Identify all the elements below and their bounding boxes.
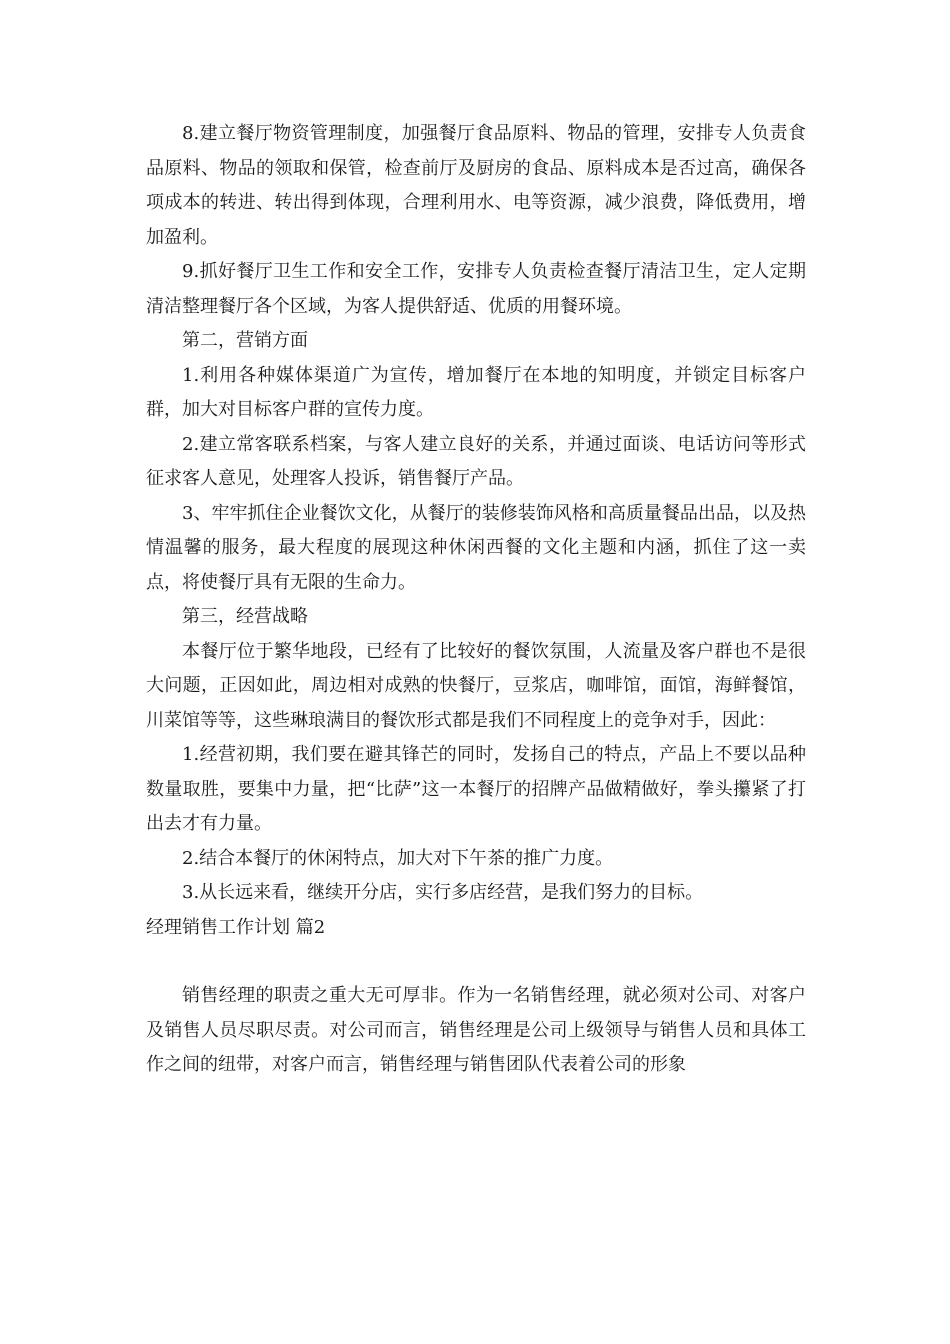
- document-page: [146, 117, 806, 1083]
- subheading-business-strategy: 第三，经营战略: [182, 606, 308, 627]
- paragraph-customer-archive: 2.建立常客联系档案，与客人建立良好的关系，并通过面谈、电话访问等形式征求客人意见，处理客人投诉，销售餐厅产品。: [146, 433, 806, 489]
- section-heading: 经理销售工作计划 篇2: [146, 916, 326, 938]
- paragraph-supplies-management: 8.建立餐厅物资管理制度，加强餐厅食品原料、物品的管理，安排专人负责食品原料、物品的领取和保管，检查前厅及厨房的食品、原料成本是否过高，确保各项成本的转进、转出得到体现，合理利用水、电等资源，减少浪费，降低费用，增加盈利。: [146, 123, 806, 248]
- paragraph-location-competition: 本餐厅位于繁华地段，已经有了比较好的餐饮氛围，人流量及客户群也不是很大问题，正因如此，周边相对成熟的快餐厅，豆浆店，咖啡馆，面馆，海鲜餐馆，川菜馆等等，这些琳琅满目的餐饮形式都是我们不同程度上的竞争对手，因此：: [146, 640, 806, 731]
- paragraph-early-stage: 1.经营初期，我们要在避其锋芒的同时，发扬自己的特点，产品上不要以品种数量取胜，要集中力量，把“比萨”这一本餐厅的招牌产品做精做好，拳头攥紧了打出去才有力量。: [146, 744, 806, 834]
- paragraph-media-promotion: 1.利用各种媒体渠道广为宣传，增加餐厅在本地的知明度，并锁定目标客户群，加大对目标客户群的宣传力度。: [146, 364, 806, 420]
- paragraph-hygiene-safety: 9.抓好餐厅卫生工作和安全工作，安排专人负责检查餐厅清洁卫生，定人定期清洁整理餐厅各个区域，为客人提供舒适、优质的用餐环境。: [146, 261, 806, 317]
- paragraph-dining-culture: 3、牢牢抓住企业餐饮文化，从餐厅的装修装饰风格和高质量餐品出品，以及热情温馨的服务，最大程度的展现这种休闲西餐的文化主题和内涵，抓住了这一卖点，将使餐厅具有无限的生命力。: [146, 502, 806, 593]
- blank-line: [146, 945, 806, 979]
- paragraph-afternoon-tea: 2.结合本餐厅的休闲特点，加大对下午茶的推广力度。: [182, 847, 614, 869]
- paragraph-sales-manager-duties: 销售经理的职责之重大无可厚非。作为一名销售经理，就必须对公司、对客户及销售人员尽职尽责。对公司而言，销售经理是公司上级领导与销售人员和具体工作之间的纽带，对客户而言，销售经理与销售团队代表着公司的形象: [146, 985, 806, 1075]
- subheading-marketing: 第二，营销方面: [182, 330, 308, 351]
- paragraph-branch-stores: 3.从长远来看，继续开分店，实行多店经营，是我们努力的目标。: [182, 882, 704, 903]
